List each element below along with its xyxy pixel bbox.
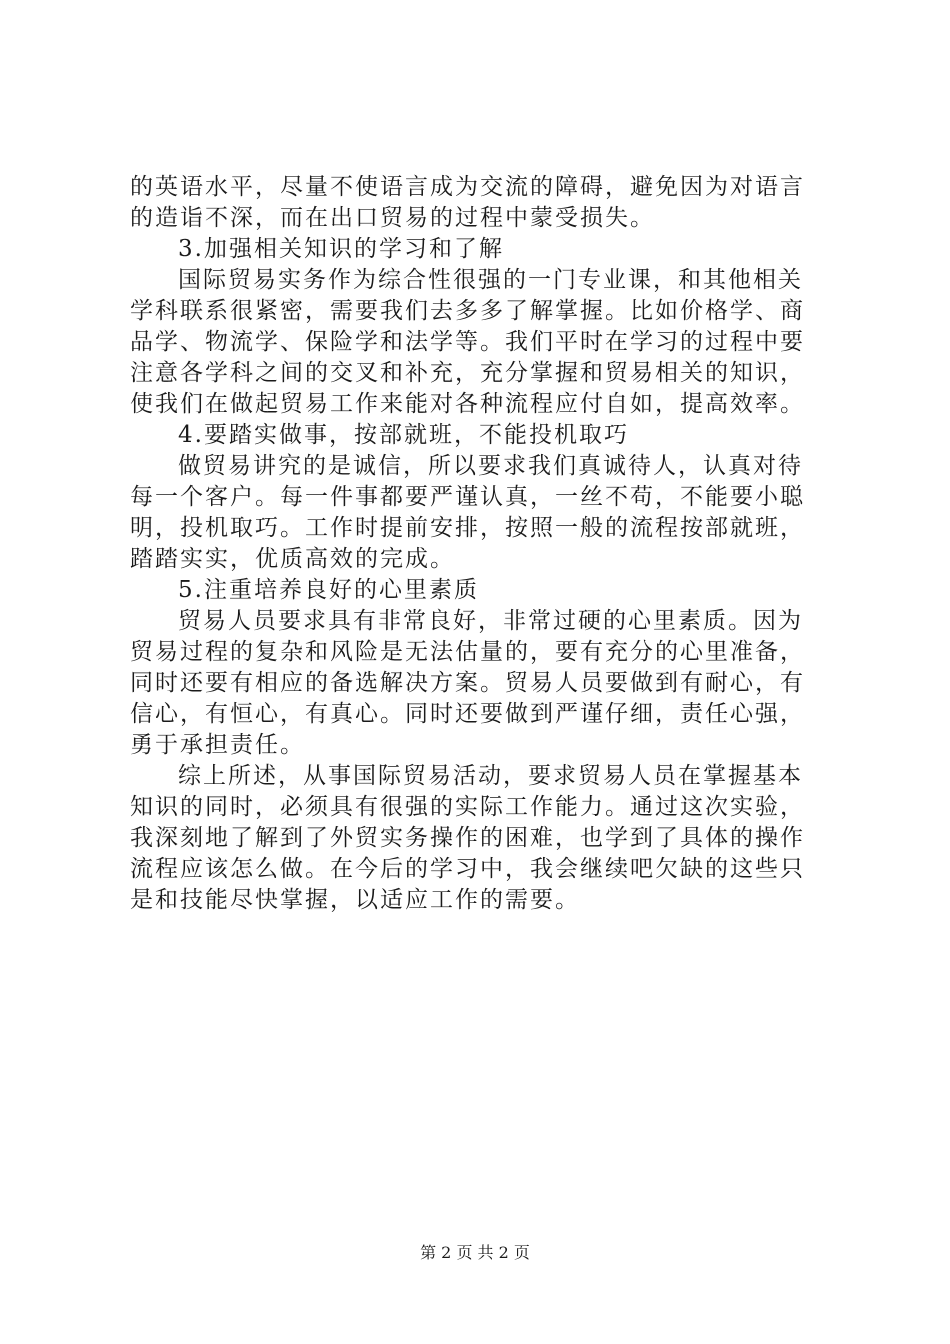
body-line: 国际贸易实务作为综合性很强的一门专业课，和其他相关 xyxy=(178,267,803,293)
body-line: 信心，有恒心，有真心。同时还要做到严谨仔细，责任心强， xyxy=(130,701,805,727)
body-line: 勇于承担责任。 xyxy=(130,732,305,758)
section-heading: 4.要踏实做事，按部就班，不能投机取巧 xyxy=(178,422,629,448)
body-line: 品学、物流学、保险学和法学等。我们平时在学习的过程中要 xyxy=(130,329,805,355)
body-line: 注意各学科之间的交叉和补充，充分掌握和贸易相关的知识， xyxy=(130,360,805,386)
body-line: 踏踏实实，优质高效的完成。 xyxy=(130,546,455,572)
document-body xyxy=(130,172,840,916)
body-line: 知识的同时，必须具有很强的实际工作能力。通过这次实验， xyxy=(130,794,805,820)
page-number-label: 第 2 页 共 2 页 xyxy=(420,1243,530,1262)
body-line: 做贸易讲究的是诚信，所以要求我们真诚待人，认真对待 xyxy=(178,453,803,479)
body-line: 每一个客户。每一件事都要严谨认真，一丝不苟，不能要小聪 xyxy=(130,484,805,510)
body-line: 使我们在做起贸易工作来能对各种流程应付自如，提高效率。 xyxy=(130,391,805,417)
body-line: 贸易人员要求具有非常良好，非常过硬的心里素质。因为 xyxy=(178,608,803,634)
body-line: 贸易过程的复杂和风险是无法估量的，要有充分的心里准备， xyxy=(130,639,805,665)
body-line: 综上所述，从事国际贸易活动，要求贸易人员在掌握基本 xyxy=(178,763,803,789)
body-line: 流程应该怎么做。在今后的学习中，我会继续吧欠缺的这些只 xyxy=(130,856,805,882)
section-heading: 5.注重培养良好的心里素质 xyxy=(178,577,479,603)
body-line: 我深刻地了解到了外贸实务操作的困难，也学到了具体的操作 xyxy=(130,825,805,851)
body-line: 的英语水平，尽量不使语言成为交流的障碍，避免因为对语言 xyxy=(130,174,805,200)
body-line: 的造诣不深，而在出口贸易的过程中蒙受损失。 xyxy=(130,205,655,231)
section-heading: 3.加强相关知识的学习和了解 xyxy=(178,236,504,262)
body-line: 是和技能尽快掌握，以适应工作的需要。 xyxy=(130,887,580,913)
body-line: 学科联系很紧密，需要我们去多多了解掌握。比如价格学、商 xyxy=(130,298,805,324)
body-line: 明，投机取巧。工作时提前安排，按照一般的流程按部就班， xyxy=(130,515,805,541)
page-footer xyxy=(0,1243,950,1263)
body-line: 同时还要有相应的备选解决方案。贸易人员要做到有耐心，有 xyxy=(130,670,805,696)
